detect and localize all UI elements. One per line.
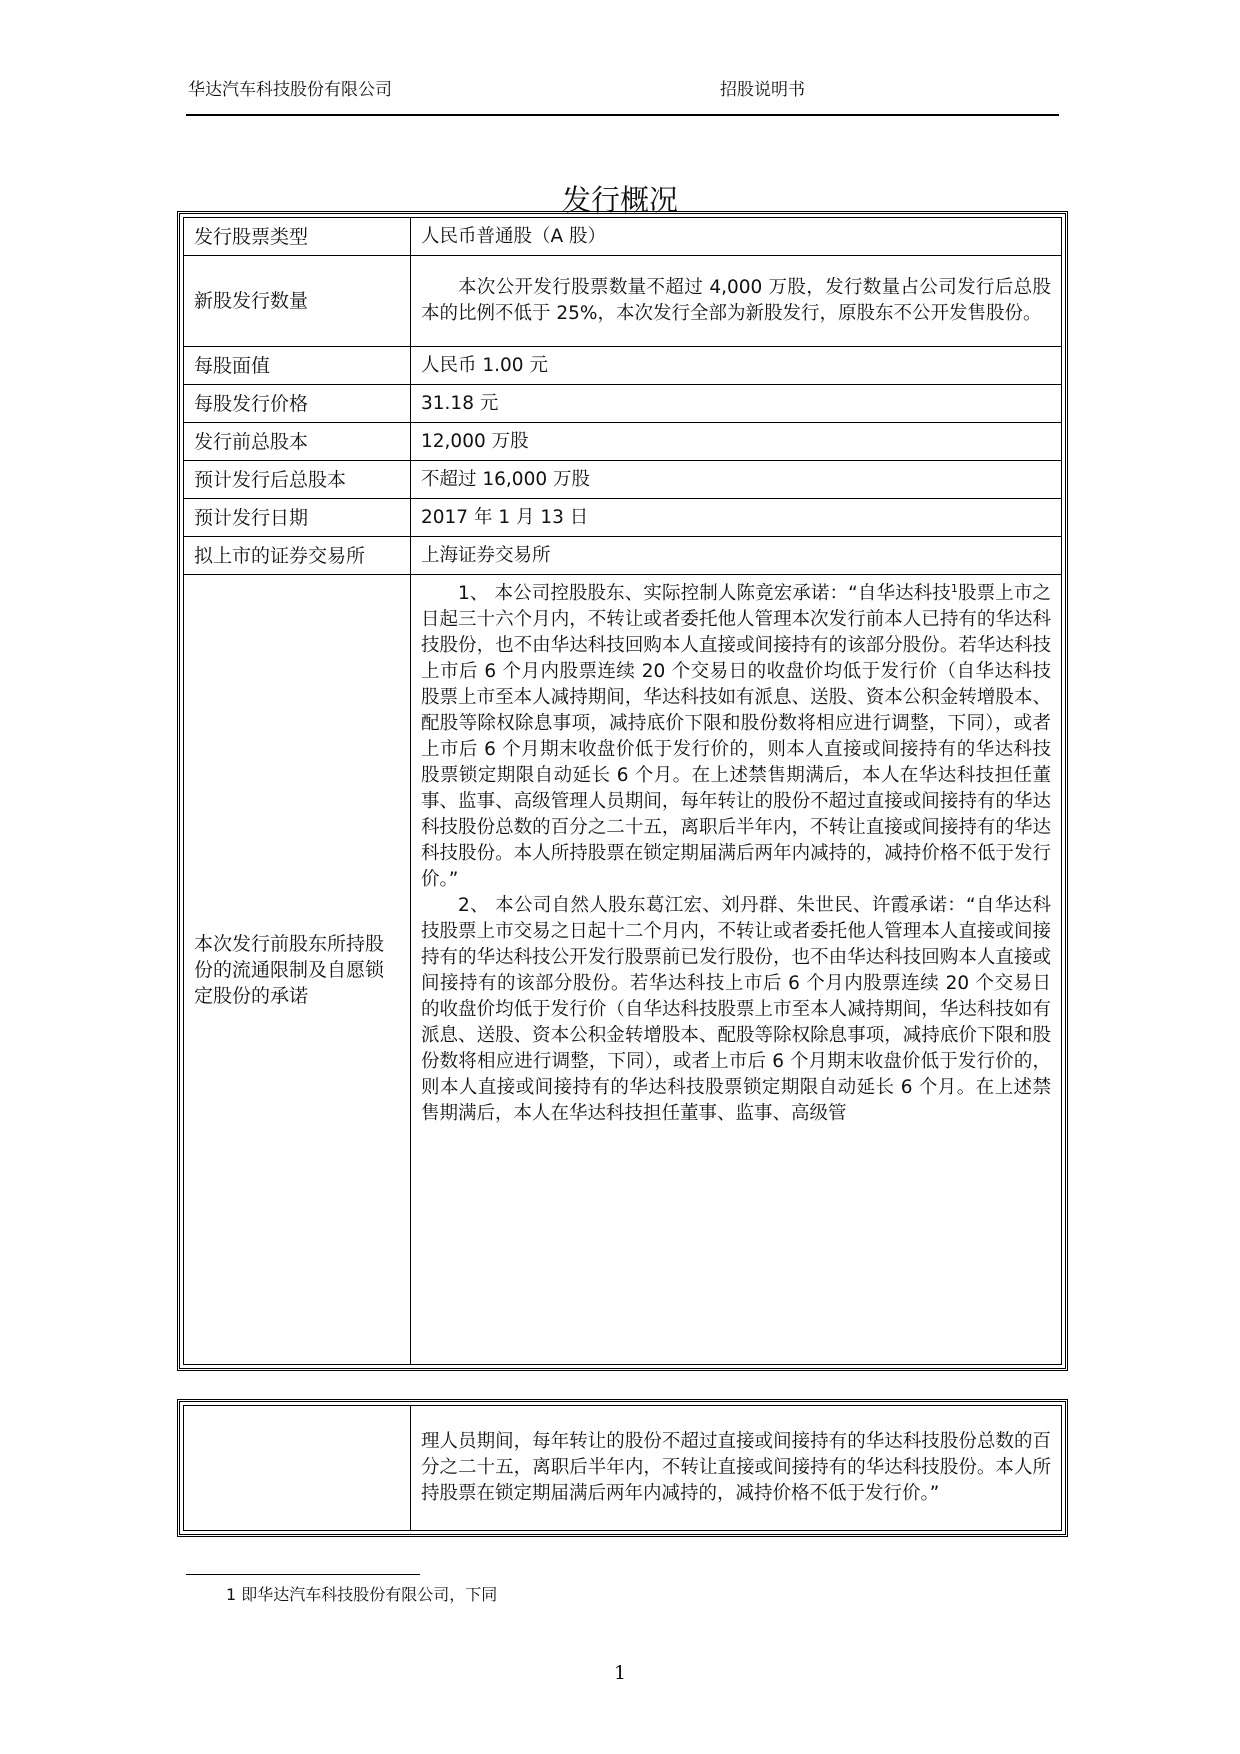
row-value: 上海证券交易所 bbox=[411, 537, 1062, 575]
table-row bbox=[184, 385, 1062, 423]
table-row bbox=[184, 256, 1062, 347]
row-label: 新股发行数量 bbox=[184, 256, 411, 347]
header-rule bbox=[186, 114, 1059, 116]
row-label: 预计发行后总股本 bbox=[184, 461, 411, 499]
page-title: 发行概况 bbox=[561, 183, 678, 217]
continuation-table bbox=[177, 1399, 1068, 1537]
table-row bbox=[184, 537, 1062, 575]
row-value: 2017 年 1 月 13 日 bbox=[411, 499, 1062, 537]
table-row bbox=[184, 347, 1062, 385]
table-row bbox=[184, 461, 1062, 499]
table-row bbox=[184, 575, 1062, 1365]
page-number: 1 bbox=[613, 1662, 627, 1684]
row-label: 拟上市的证券交易所 bbox=[184, 537, 411, 575]
row-value: 不超过 16,000 万股 bbox=[411, 461, 1062, 499]
table-row bbox=[184, 1406, 1062, 1531]
row-value: 本次公开发行股票数量不超过 4,000 万股，发行数量占公司发行后总股本的比例不低于 25%，本次发行全部为新股发行，原股东不公开发售股份。 bbox=[421, 277, 1051, 324]
header-company: 华达汽车科技股份有限公司 bbox=[188, 80, 392, 100]
lockup-commitment-2: 2、 本公司自然人股东葛江宏、刘丹群、朱世民、许霞承诺：“自华达科技股票上市交易之日起十二个月内，不转让或者委托他人管理本人直接或间接持有的华达科技公开发行股票前已发行股份，也不由华达科技回购本人直接或间接持有的该部分股份。若华达科技上市后 6 个月内股票连续 20 个交易日的收盘价均低于发行价（自华达科技股票上市至本人减持期间，华达科技如有派息、送股、资本公积金转增股本、配股等除权除息事项，减持底价下限和股份数将相应进行调整，下同），或者上市后 6 个月期末收盘价低于发行价的，则本人直接或间接持有的华达科技股票锁定期限自动延长 6 个月。在上述禁售期满后，本人在华达科技担任董事、监事、高级管 bbox=[421, 895, 1051, 1124]
table-row bbox=[184, 423, 1062, 461]
row-value: 人民币 1.00 元 bbox=[411, 347, 1062, 385]
lockup-continuation: 理人员期间，每年转让的股份不超过直接或间接持有的华达科技股份总数的百分之二十五，离职后半年内，不转让直接或间接持有的华达科技股份。本人所持股票在锁定期届满后两年内减持的，减持价格不低于发行价。” bbox=[421, 1431, 1051, 1504]
row-value: 12,000 万股 bbox=[411, 423, 1062, 461]
row-value: 人民币普通股（A 股） bbox=[411, 218, 1062, 256]
table-row bbox=[184, 499, 1062, 537]
row-label: 每股发行价格 bbox=[184, 385, 411, 423]
offering-overview-table bbox=[177, 211, 1068, 1371]
row-label: 发行前总股本 bbox=[184, 423, 411, 461]
row-label: 预计发行日期 bbox=[184, 499, 411, 537]
footnote-rule bbox=[186, 1574, 420, 1575]
row-value: 31.18 元 bbox=[411, 385, 1062, 423]
lockup-commitment-1: 1、 本公司控股股东、实际控制人陈竟宏承诺：“自华达科技$^1$股票上市之日起三十六个月内，不转让或者委托他人管理本次发行前本人已持有的华达科技股份，也不由华达科技回购本人直接或间接持有的该部分股份。若华达科技上市后 6 个月内股票连续 20 个交易日的收盘价均低于发行价（自华达科技股票上市至本人减持期间，华达科技如有派息、送股、资本公积金转增股本、配股等除权除息事项，减持底价下限和股份数将相应进行调整，下同），或者上市后 6 个月期末收盘价低于发行价的，则本人直接或间接持有的华达科技股票锁定期限自动延长 6 个月。在上述禁售期满后，本人在华达科技担任董事、监事、高级管理人员期间，每年转让的股份不超过直接或间接持有的华达科技股份总数的百分之二十五，离职后半年内，不转让直接或间接持有的华达科技股份。本人所持股票在锁定期届满后两年内减持的，减持价格不低于发行价。” bbox=[421, 581, 1051, 890]
header-doc-type: 招股说明书 bbox=[720, 80, 805, 100]
lockup-label: 本次发行前股东所持股份的流通限制及自愿锁定股份的承诺 bbox=[184, 575, 411, 1365]
footnote-ref: 1 bbox=[950, 581, 958, 595]
footnote: 1 即华达汽车科技股份有限公司，下同 bbox=[226, 1585, 498, 1604]
row-label: 发行股票类型 bbox=[184, 218, 411, 256]
table-row bbox=[184, 218, 1062, 256]
row-label: 每股面值 bbox=[184, 347, 411, 385]
empty-label-cell bbox=[184, 1406, 411, 1531]
